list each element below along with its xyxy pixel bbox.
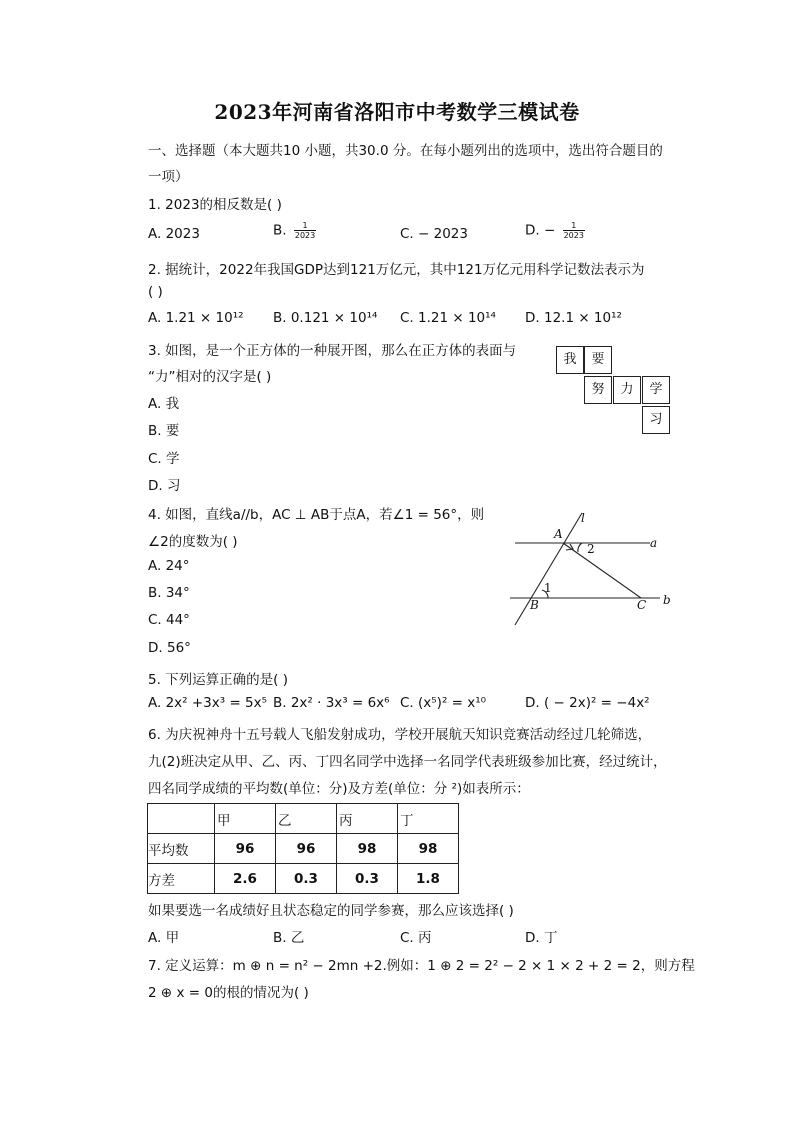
label-angle-1: 1 — [544, 581, 552, 595]
label-point-b: B — [530, 598, 539, 612]
table-cell: 98 — [337, 834, 398, 864]
q6-option-a: A. 甲 — [148, 930, 180, 946]
table-cell: 96 — [215, 834, 276, 864]
table-cell: 98 — [398, 834, 459, 864]
q3-stem: 3. 如图，是一个正方体的一种展开图，那么在正方体的表面与 — [148, 343, 517, 359]
label-point-c: C — [637, 598, 647, 612]
q7-stem-cont: 2 ⊕ x = 0的根的情况为( ) — [148, 985, 309, 1001]
table-row-label: 平均数 — [148, 834, 215, 864]
segment-ac — [563, 543, 641, 598]
fraction-denominator: 2023 — [294, 231, 316, 240]
q3-option-b: B. 要 — [148, 423, 180, 439]
section-heading: 一、选择题（本大题共10 小题，共30.0 分。在每小题列出的选项中，选出符合题目的 — [148, 143, 663, 159]
table-row — [148, 804, 459, 834]
q3-option-a: A. 我 — [148, 396, 180, 412]
q2-option-d: D. 12.1 × 10¹² — [525, 310, 622, 326]
table-header-cell: 丙 — [337, 804, 398, 834]
q5-option-d: D. ( − 2x)² = −4x² — [525, 695, 650, 711]
exam-title: 2023年河南省洛阳市中考数学三模试卷 — [214, 100, 580, 124]
q5-option-a: A. 2x² +3x³ = 5x⁵ — [148, 695, 268, 711]
label-line-b: b — [663, 593, 671, 607]
q1-option-b — [273, 221, 316, 240]
q1-stem: 1. 2023的相反数是( ) — [148, 197, 282, 213]
line-l — [515, 513, 582, 625]
q5-option-b: B. 2x² · 3x³ = 6x⁶ — [273, 695, 390, 711]
q1-option-a: A. 2023 — [148, 226, 200, 242]
q1-option-d — [525, 221, 585, 240]
cube-net-cell: 学 — [642, 376, 670, 404]
q4-stem: 4. 如图，直线a//b，AC ⊥ AB于点A，若∠1 = 56°，则 — [148, 507, 485, 523]
q4-option-c: C. 44° — [148, 612, 190, 628]
cube-net-cell: 努 — [584, 376, 612, 404]
table-header-cell — [148, 804, 215, 834]
q3-option-c: C. 学 — [148, 451, 180, 467]
q2-option-a: A. 1.21 × 10¹² — [148, 310, 244, 326]
fraction-numerator: 1 — [563, 221, 585, 231]
table-row — [148, 834, 459, 864]
parallel-lines-figure — [505, 505, 685, 630]
q6-option-d: D. 丁 — [525, 930, 558, 946]
table-cell: 0.3 — [337, 864, 398, 894]
q2-option-c: C. 1.21 × 10¹⁴ — [400, 310, 496, 326]
label-l: l — [581, 511, 585, 525]
q6-stem-cont: 九(2)班决定从甲、乙、丙、丁四名同学中选择一名同学代表班级参加比赛，经过统计， — [148, 754, 667, 770]
table-cell: 0.3 — [276, 864, 337, 894]
q1-option-c: C. − 2023 — [400, 226, 468, 242]
q4-option-d: D. 56° — [148, 640, 191, 656]
q6-question: 如果要选一名成绩好且状态稳定的同学参赛，那么应该选择( ) — [148, 903, 514, 919]
label-angle-2: 2 — [587, 542, 595, 556]
q6-stem-cont-2: 四名同学成绩的平均数(单位：分)及方差(单位：分 ²)如表所示： — [148, 781, 530, 797]
label-point-a: A — [554, 527, 563, 541]
table-row-label: 方差 — [148, 864, 215, 894]
q3-stem-cont: “力”相对的汉字是( ) — [148, 369, 272, 385]
table-header-cell: 丁 — [398, 804, 459, 834]
q6-option-c: C. 丙 — [400, 930, 432, 946]
table-row — [148, 864, 459, 894]
q6-stem: 6. 为庆祝神舟十五号载人飞船发射成功，学校开展航天知识竞赛活动经过几轮筛选， — [148, 727, 652, 743]
fraction-numerator: 1 — [294, 221, 316, 231]
table-cell: 1.8 — [398, 864, 459, 894]
q2-stem: 2. 据统计，2022年我国GDP达到121万亿元，其中121万亿元用科学记数法表示为 — [148, 262, 645, 278]
section-heading-cont: 一项） — [148, 169, 189, 185]
score-table — [147, 803, 459, 894]
cube-net-cell: 要 — [584, 346, 612, 374]
fraction-denominator: 2023 — [563, 231, 584, 240]
table-cell: 96 — [276, 834, 337, 864]
label-line-a: a — [650, 536, 658, 550]
q4-option-b: B. 34° — [148, 585, 190, 601]
angle-2-arc — [578, 543, 582, 552]
q3-option-d: D. 习 — [148, 478, 181, 494]
q1-option-b-fraction — [294, 221, 316, 240]
q1-option-d-letter: D. − — [525, 222, 556, 239]
q5-stem: 5. 下列运算正确的是( ) — [148, 672, 288, 688]
q2-option-b: B. 0.121 × 10¹⁴ — [273, 310, 378, 326]
cube-net-cell: 我 — [556, 346, 584, 374]
q7-stem: 7. 定义运算：m ⊕ n = n² − 2mn +2.例如：1 ⊕ 2 = 2² − 2 × 1 × 2 + 2 = 2，则方程 — [148, 958, 695, 974]
q6-option-b: B. 乙 — [273, 930, 305, 946]
cube-net-cell: 力 — [613, 376, 641, 404]
table-header-cell: 乙 — [276, 804, 337, 834]
q4-stem-cont: ∠2的度数为( ) — [148, 534, 238, 550]
q1-option-b-letter: B. — [273, 222, 287, 239]
q2-stem-cont: ( ) — [148, 284, 163, 300]
cube-net-cell: 习 — [642, 406, 670, 434]
table-cell: 2.6 — [215, 864, 276, 894]
q1-option-d-fraction — [563, 221, 585, 240]
q5-option-c: C. (x⁵)² = x¹⁰ — [400, 695, 487, 711]
q4-option-a: A. 24° — [148, 558, 190, 574]
table-header-cell: 甲 — [215, 804, 276, 834]
